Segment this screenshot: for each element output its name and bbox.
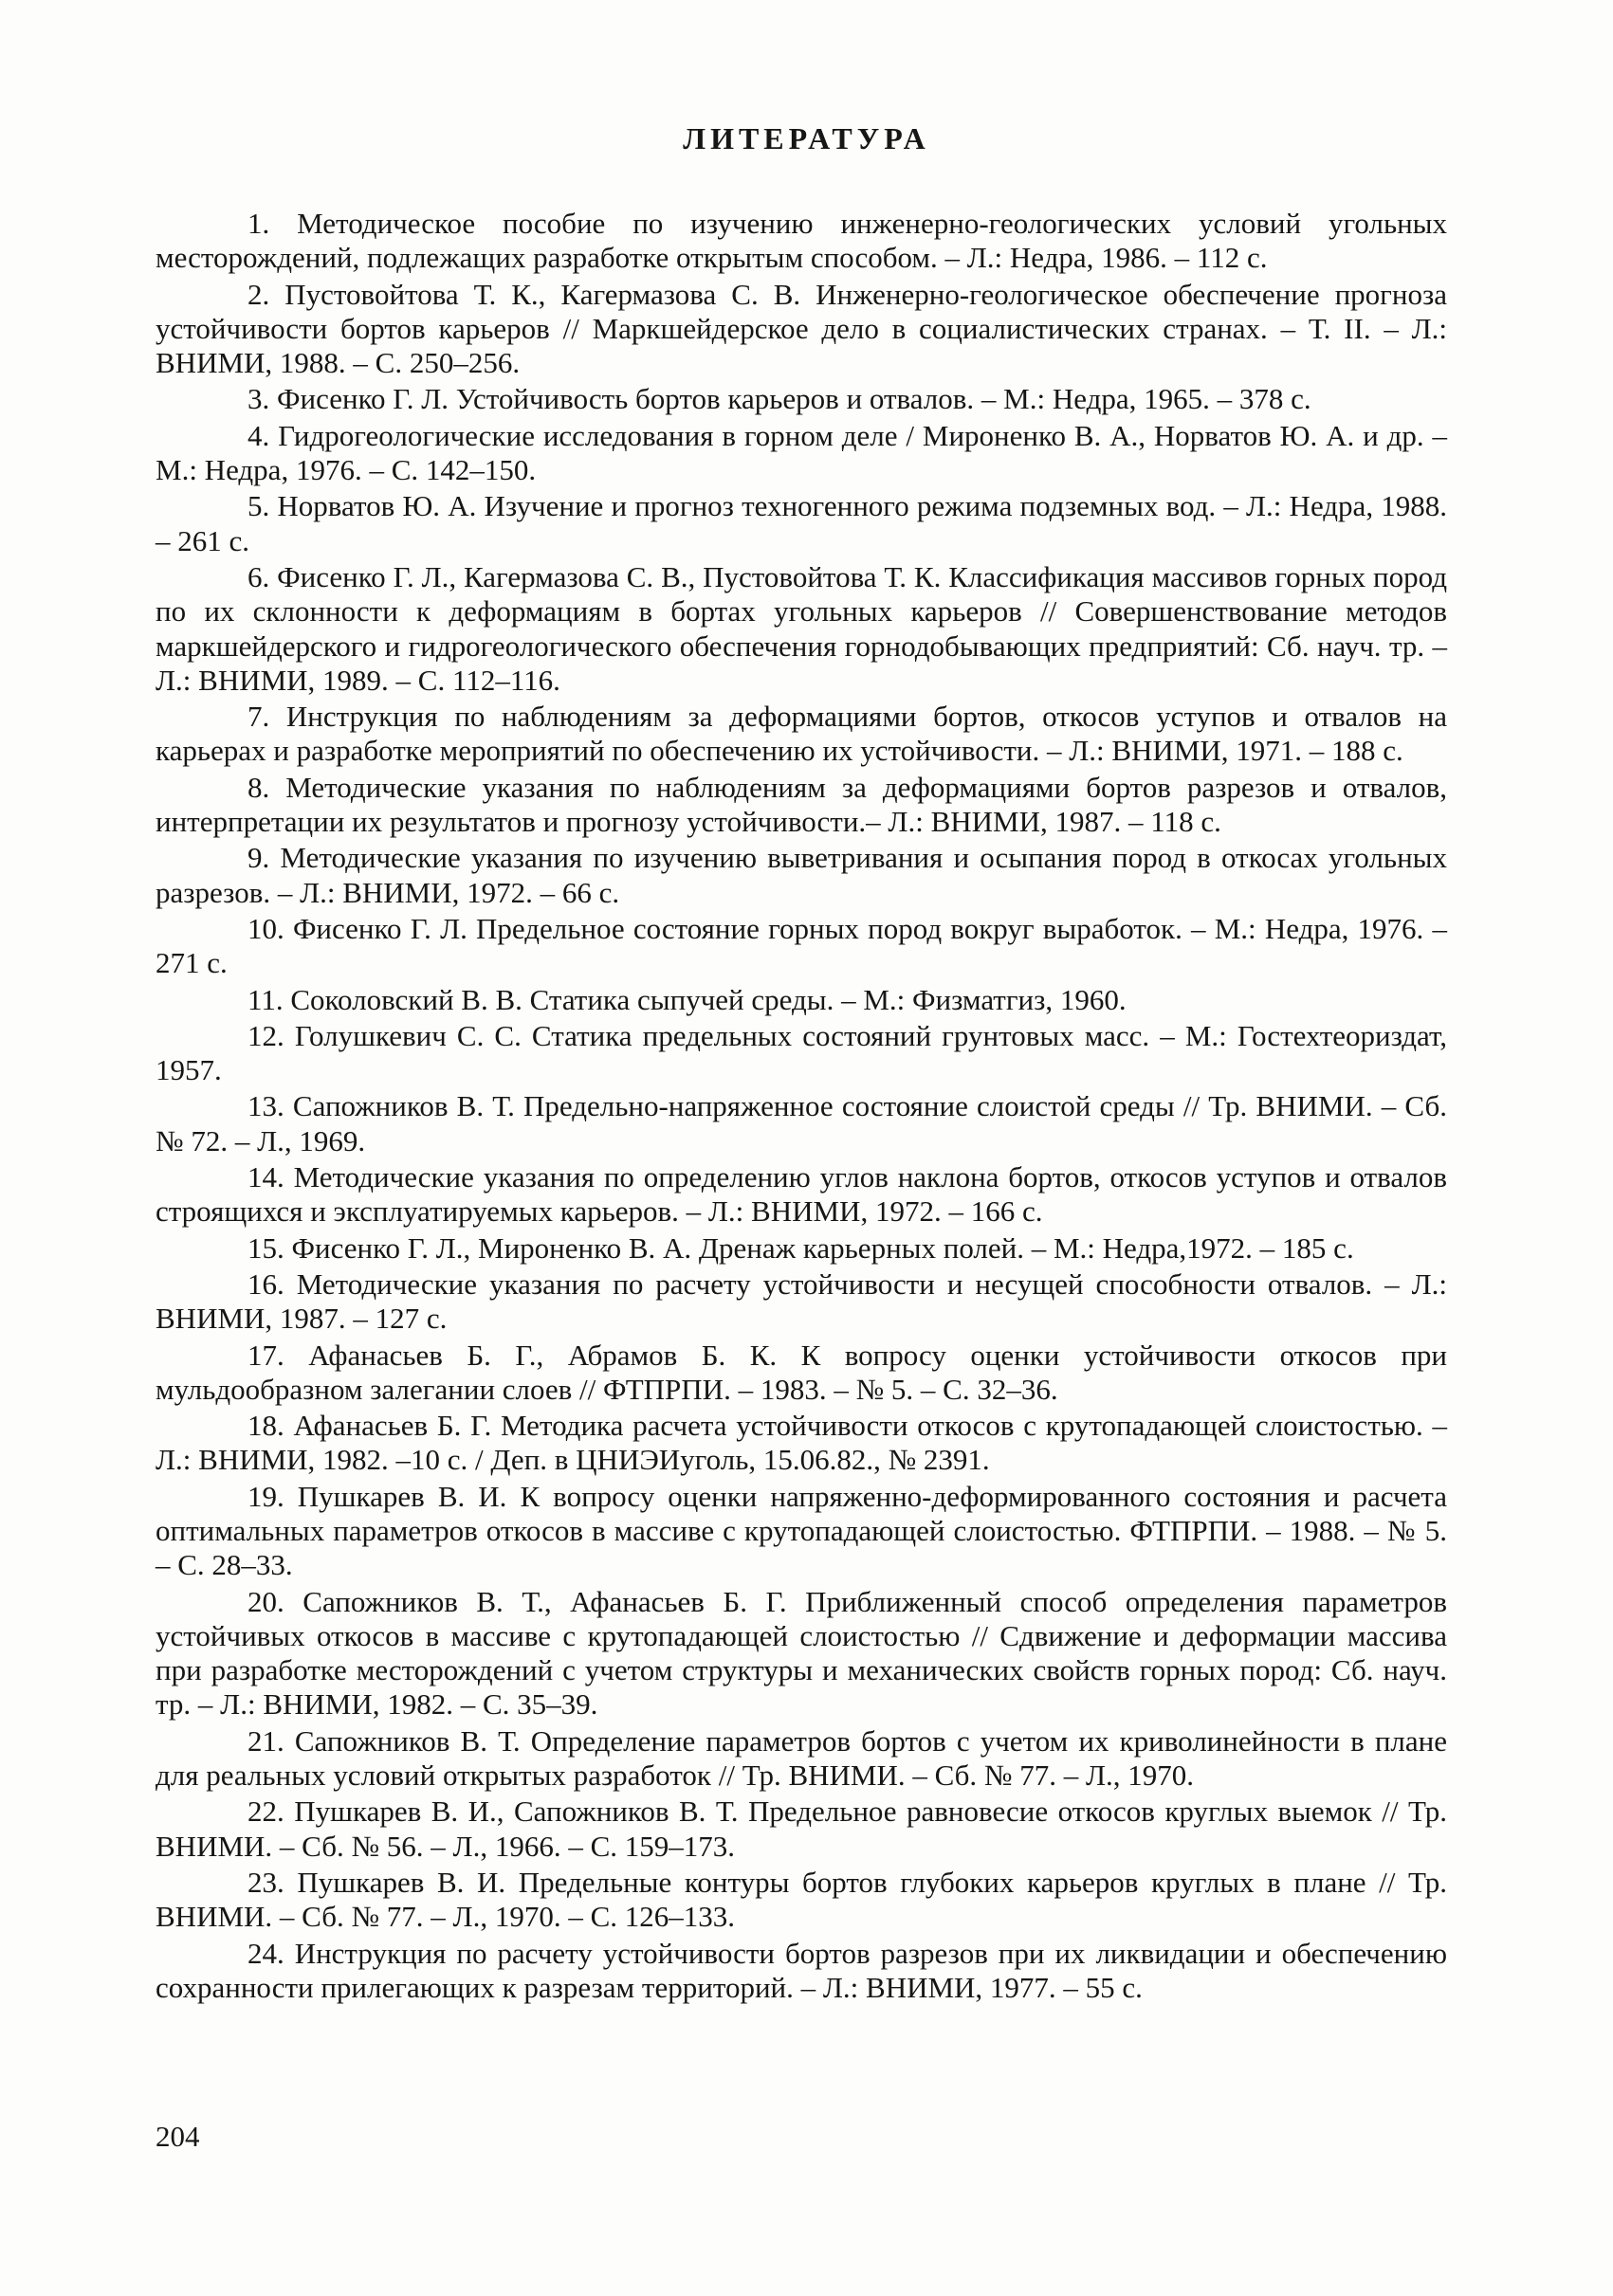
reference-item: 20. Сапожников В. Т., Афанасьев Б. Г. Приближенный способ определения параметров устойчивых откосов в массиве с крутопадающей слоистостью // Сдвижение и деформации массива при разработке месторождений с учетом структуры и механических свойств горных пород: Сб. науч. тр. – Л.: ВНИМИ, 1982. – С. 35–39. [156, 1584, 1447, 1722]
reference-item: 11. Соколовский В. В. Статика сыпучей среды. – М.: Физматгиз, 1960. [247, 982, 1127, 1016]
reference-item: 24. Инструкция по расчету устойчивости бортов разрезов при их ликвидации и обеспечению сохранности прилегающих к разрезам территорий. – Л.: ВНИМИ, 1977. – 55 с. [156, 1936, 1447, 2004]
reference-item: 14. Методические указания по определению углов наклона бортов, откосов уступов и отвалов строящихся и эксплуатируемых карьеров. – Л.: ВНИМИ, 1972. – 166 с. [156, 1160, 1447, 1229]
reference-item: 21. Сапожников В. Т. Определение параметров бортов с учетом их криволинейности в плане для реальных условий открытых разработок // Тр. ВНИМИ. – Сб. № 77. – Л., 1970. [156, 1723, 1447, 1793]
reference-item: 1. Методическое пособие по изучению инженерно-геологических условий угольных месторождений, подлежащих разработке открытым способом. – Л.: Недра, 1986. – 112 с. [156, 207, 1447, 275]
reference-item: 17. Афанасьев Б. Г., Абрамов Б. К. К вопросу оценки устойчивости откосов при мульдообразном залегании слоев // ФТПРПИ. – 1983. – № 5. – С. 32–36. [156, 1338, 1447, 1406]
reference-item: 12. Голушкевич С. С. Статика предельных состояний грунтовых масс. – М.: Гостехтеориздат, 1957. [156, 1018, 1447, 1087]
reference-item: 19. Пушкарев В. И. К вопросу оценки напряженно-деформированного состояния и расчета оптимальных параметров откосов в массиве с крутопадающей слоистостью. ФТПРПИ. – 1988. – № 5. – С. 28–33. [156, 1479, 1447, 1582]
reference-item: 3. Фисенко Г. Л. Устойчивость бортов карьеров и отвалов. – М.: Недра, 1965. – 378 с. [247, 382, 1311, 416]
reference-item: 2. Пустовойтова Т. К., Кагермазова С. В. Инженерно-геологическое обеспечение прогноза устойчивости бортов карьеров // Маркшейдерское дело в социалистических странах. – Т. II. – Л.: ВНИМИ, 1988. – С. 250–256. [156, 277, 1447, 380]
reference-item: 5. Норватов Ю. А. Изучение и прогноз техногенного режима подземных вод. – Л.: Недра, 1988. – 261 с. [156, 489, 1447, 557]
reference-item: 8. Методические указания по наблюдениям за деформациями бортов разрезов и отвалов, интерпретации их результатов и прогнозу устойчивости.– Л.: ВНИМИ, 1987. – 118 с. [156, 770, 1447, 839]
reference-item: 10. Фисенко Г. Л. Предельное состояние горных пород вокруг выработок. – М.: Недра, 1976. – 271 с. [156, 911, 1447, 980]
reference-item: 22. Пушкарев В. И., Сапожников В. Т. Предельное равновесие откосов круглых выемок // Тр. ВНИМИ. – Сб. № 56. – Л., 1966. – С. 159–173. [156, 1795, 1447, 1863]
reference-item: 18. Афанасьев Б. Г. Методика расчета устойчивости откосов с крутопадающей слоистостью. – Л.: ВНИМИ, 1982. –10 с. / Деп. в ЦНИЭИуголь, 15.06.82., № 2391. [156, 1409, 1447, 1477]
reference-item: 6. Фисенко Г. Л., Кагермазова С. В., Пустовойтова Т. К. Классификация массивов горных пород по их склонности к деформациям в бортах угольных карьеров // Совершенствование методов маркшейдерского и гидрогеологического обеспечения горнодобывающих предприятий: Сб. науч. тр. – Л.: ВНИМИ, 1989. – С. 112–116. [156, 559, 1447, 697]
reference-item: 4. Гидрогеологические исследования в горном деле / Мироненко В. А., Норватов Ю. А. и др. – М.: Недра, 1976. – С. 142–150. [156, 418, 1447, 487]
reference-item: 7. Инструкция по наблюдениям за деформациями бортов, откосов уступов и отвалов на карьерах и разработке мероприятий по обеспечению их устойчивости. – Л.: ВНИМИ, 1971. – 188 с. [156, 700, 1447, 768]
page-number: 204 [156, 2120, 200, 2153]
reference-item: 16. Методические указания по расчету устойчивости и несущей способности отвалов. – Л.: ВНИМИ, 1987. – 127 с. [156, 1266, 1447, 1336]
reference-list [156, 207, 1447, 2007]
reference-item: 15. Фисенко Г. Л., Мироненко В. А. Дренаж карьерных полей. – М.: Недра,1972. – 185 с. [247, 1230, 1354, 1265]
reference-item: 13. Сапожников В. Т. Предельно-напряженное состояние слоистой среды // Тр. ВНИМИ. – Сб. № 72. – Л., 1969. [156, 1089, 1447, 1157]
reference-item: 23. Пушкарев В. И. Предельные контуры бортов глубоких карьеров круглых в плане // Тр. ВНИМИ. – Сб. № 77. – Л., 1970. – С. 126–133. [156, 1865, 1447, 1934]
reference-item: 9. Методические указания по изучению выветривания и осыпания пород в откосах угольных разрезов. – Л.: ВНИМИ, 1972. – 66 с. [156, 841, 1447, 909]
page-title: ЛИТЕРАТУРА [683, 121, 930, 155]
